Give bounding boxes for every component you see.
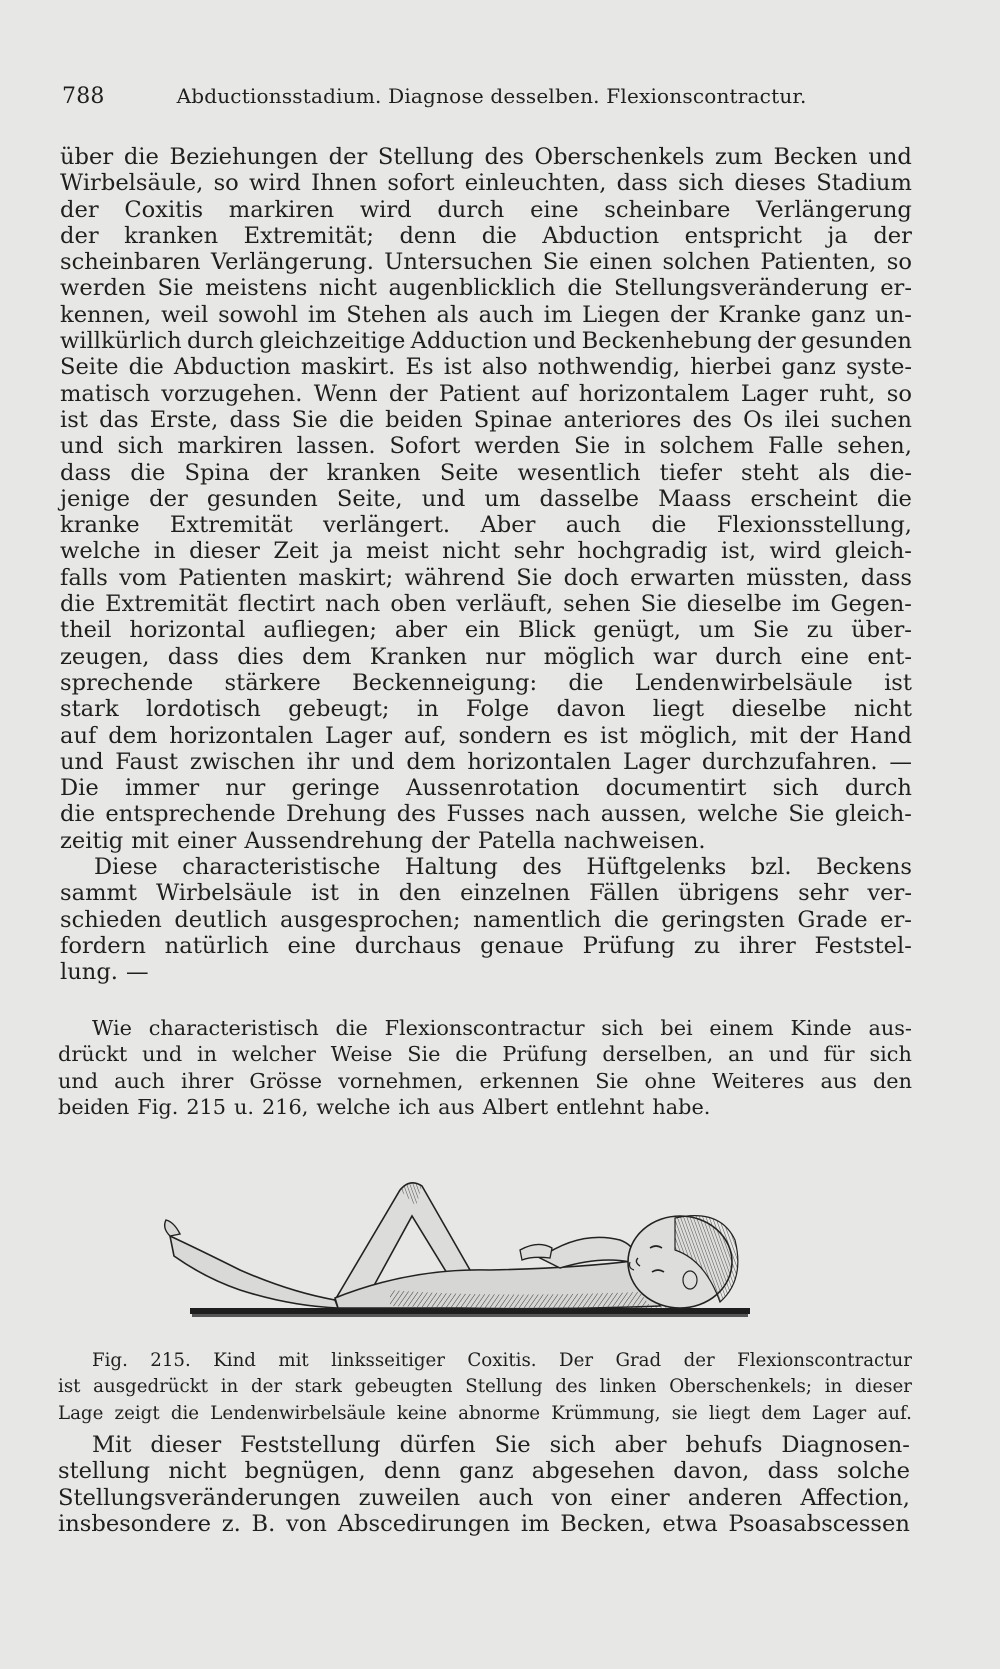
caption-line: Fig. 215. Kind mit linksseitiger Coxitis. Der Grad der Flexionscontractur (92, 1350, 912, 1371)
figure-215-illustration (160, 1130, 810, 1345)
text-line: dass die Spina der kranken Seite wesentlich tiefer steht als die- (60, 459, 912, 486)
text-line: werden Sie meistens nicht augenblicklich die Stellungsveränderung er- (60, 275, 912, 302)
text-line: willkürlich durch gleichzeitige Adduction und Beckenhebung der gesunden (60, 328, 912, 355)
text-line: die entsprechende Drehung des Fusses nach aussen, welche Sie gleich- (60, 801, 912, 828)
text-line: insbesondere z. B. von Abscedirungen im Becken, etwa Psoasabscessen (58, 1510, 910, 1537)
page-header (62, 84, 942, 109)
small-print-paragraph (58, 1015, 912, 1120)
text-line: die Extremität flectirt nach oben verläuft, sehen Sie dieselbe im Gegen- (60, 591, 912, 618)
caption-line: ist ausgedrückt in der stark gebeugten Stellung des linken Oberschenkels; in dieser (58, 1376, 912, 1398)
text-line: ist das Erste, dass Sie die beiden Spinae anteriores des Os ilei suchen (60, 406, 912, 433)
text-line: beiden Fig. 215 u. 216, welche ich aus Albert entlehnt habe. (58, 1094, 711, 1119)
text-line: über die Beziehungen der Stellung des Oberschenkels zum Becken und (60, 144, 912, 170)
text-line: stellung nicht begnügen, denn ganz abgesehen davon, dass solche (58, 1458, 910, 1485)
main-text (60, 144, 912, 986)
continuation-paragraph (58, 1432, 910, 1537)
text-line: Diese characteristische Haltung des Hüftgelenks bzl. Beckens (94, 854, 912, 881)
text-line: Die immer nur geringe Aussenrotation documentirt sich durch (60, 775, 912, 802)
text-line: stark lordotisch gebeugt; in Folge davon liegt dieselbe nicht (60, 696, 912, 723)
text-line: welche in dieser Zeit ja meist nicht sehr hochgradig ist, wird gleich- (60, 538, 912, 565)
text-line: der Coxitis markiren wird durch eine scheinbare Verlängerung (60, 196, 912, 223)
text-line: falls vom Patienten maskirt; während Sie doch erwarten müssten, dass (60, 564, 912, 591)
figure-caption (58, 1350, 912, 1429)
text-line: jenige der gesunden Seite, und um dasselbe Maass erscheint die (60, 485, 912, 512)
lying-child-engraving (160, 1130, 810, 1345)
text-line: sprechende stärkere Beckenneigung: die Lendenwirbelsäule ist (60, 669, 912, 696)
text-line: Stellungsveränderungen zuweilen auch von einer anderen Affection, (58, 1484, 910, 1511)
text-line: drückt und in welcher Weise Sie die Prüfung derselben, an und für sich (58, 1042, 912, 1067)
text-line: und sich markiren lassen. Sofort werden Sie in solchem Falle sehen, (60, 433, 912, 460)
text-line: sammt Wirbelsäule ist in den einzelnen Fällen übrigens sehr ver- (60, 880, 912, 907)
text-line: kennen, weil sowohl im Stehen als auch im Liegen der Kranke ganz un- (60, 301, 912, 328)
text-line: zeugen, dass dies dem Kranken nur möglich war durch eine ent- (60, 643, 912, 670)
text-line: Wirbelsäule, so wird Ihnen sofort einleuchten, dass sich dieses Stadium (60, 170, 912, 197)
text-line: kranke Extremität verlängert. Aber auch die Flexionsstellung, (60, 512, 912, 539)
text-line: schieden deutlich ausgesprochen; namentlich die geringsten Grade er- (60, 906, 912, 933)
text-line: zeitig mit einer Aussendrehung der Patella nachweisen. (60, 827, 706, 854)
text-line: Mit dieser Feststellung dürfen Sie sich aber behufs Diagnosen- (92, 1432, 910, 1458)
running-title: Abductionsstadium. Diagnose desselben. Flexionscontractur. (176, 84, 807, 108)
text-line: lung. — (60, 959, 149, 986)
text-line: scheinbaren Verlängerung. Untersuchen Sie einen solchen Patienten, so (60, 249, 912, 276)
text-line: theil horizontal aufliegen; aber ein Blick genügt, um Sie zu über- (60, 617, 912, 644)
text-line: Wie characteristisch die Flexionscontractur sich bei einem Kinde aus- (92, 1016, 912, 1040)
text-line: matisch vorzugehen. Wenn der Patient auf horizontalem Lager ruht, so (60, 380, 912, 407)
text-line: und auch ihrer Grösse vornehmen, erkennen Sie ohne Weiteres aus den (58, 1068, 912, 1093)
caption-line: Lage zeigt die Lendenwirbelsäule keine abnorme Krümmung, sie liegt dem Lager auf. (58, 1402, 912, 1424)
text-line: und Faust zwischen ihr und dem horizontalen Lager durchzufahren. — (60, 748, 912, 775)
page-number: 788 (62, 84, 105, 109)
text-line: auf dem horizontalen Lager auf, sondern es ist möglich, mit der Hand (60, 722, 912, 749)
text-line: Seite die Abduction maskirt. Es ist also nothwendig, hierbei ganz syste- (60, 354, 912, 381)
text-line: der kranken Extremität; denn die Abduction entspricht ja der (60, 222, 912, 249)
text-line: fordern natürlich eine durchaus genaue Prüfung zu ihrer Feststel- (60, 932, 912, 959)
